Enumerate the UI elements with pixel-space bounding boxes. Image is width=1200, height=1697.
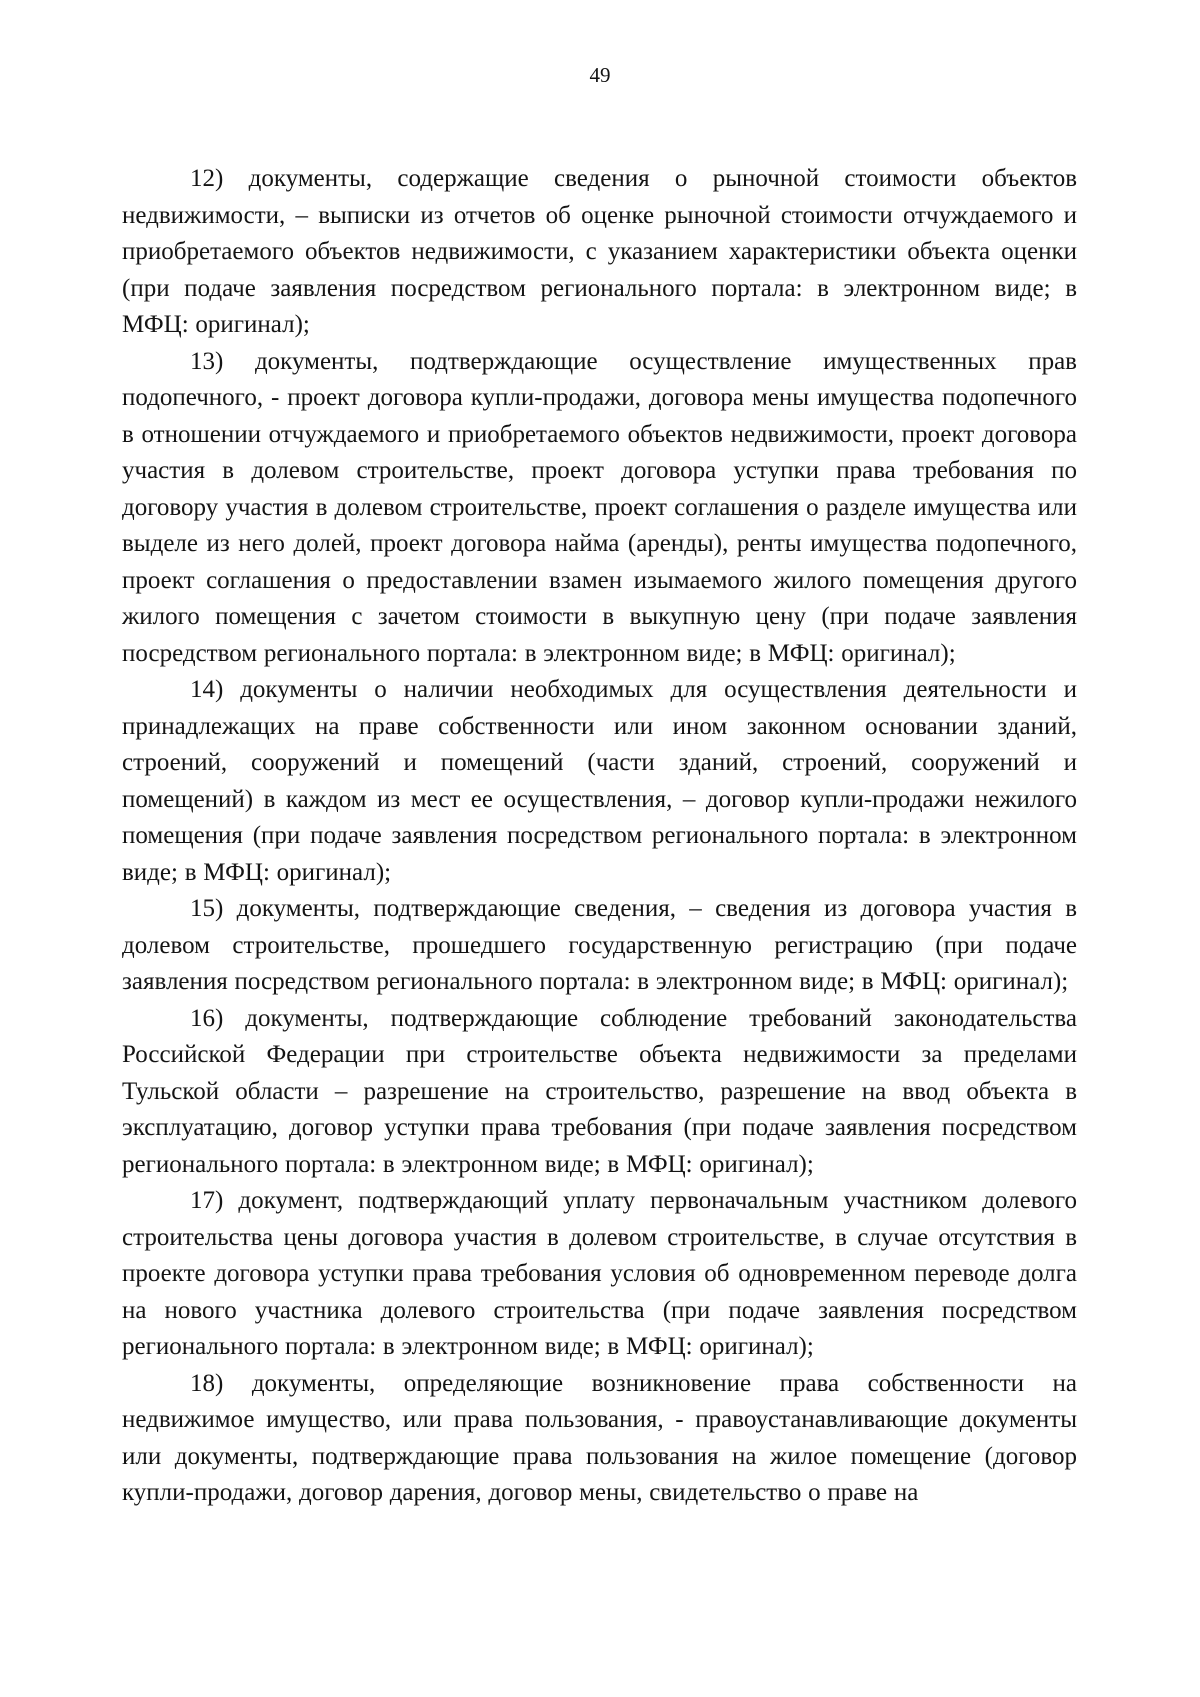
list-item-15: 15) документы, подтверждающие сведения, – сведения из договора участия в долевом строительстве, прошедшего государственную регистрацию (при подаче заявления посредством регионального портала: в электронном виде; в МФЦ: оригинал); (122, 895, 1077, 995)
list-item-16: 16) документы, подтверждающие соблюдение требований законодательства Российской Федерации при строительстве объекта недвижимости за пределами Тульской области – разрешение на строительство, разрешение на ввод объекта в эксплуатацию, договор уступки права требования (при подаче заявления посредством регионального портала: в электронном виде; в МФЦ: оригинал); (122, 1004, 1077, 1178)
page-number: 49 (589, 63, 611, 87)
list-item-14: 14) документы о наличии необходимых для осуществления деятельности и принадлежащих на праве собственности или ином законном основании зданий, строений, сооружений и помещений (части зданий, строений, сооружений и помещений) в каждом из мест ее осуществления, – договор купли-продажи нежилого помещения (при подаче заявления посредством регионального портала: в электронном виде; в МФЦ: оригинал); (122, 676, 1077, 886)
list-item-13: 13) документы, подтверждающие осуществление имущественных прав подопечного, - проект договора купли-продажи, договора мены имущества подопечного в отношении отчуждаемого и приобретаемого объектов недвижимости, проект договора участия в долевом строительстве, проект договора уступки права требования по договору участия в долевом строительстве, проект соглашения о разделе имущества или выделе из него долей, проект договора найма (аренды), ренты имущества подопечного, проект соглашения о предоставлении взамен изымаемого жилого помещения другого жилого помещения с зачетом стоимости в выкупную цену (при подаче заявления посредством регионального портала: в электронном виде; в МФЦ: оригинал); (122, 347, 1077, 667)
list-item-12: 12) документы, содержащие сведения о рыночной стоимости объектов недвижимости, – выписки из отчетов об оценке рыночной стоимости отчуждаемого и приобретаемого объектов недвижимости, с указанием характеристики объекта оценки (при подаче заявления посредством регионального портала: в электронном виде; в МФЦ: оригинал); (122, 165, 1077, 338)
list-item-17: 17) документ, подтверждающий уплату первоначальным участником долевого строительства цены договора участия в долевом строительстве, в случае отсутствия в проекте договора уступки права требования условия об одновременном переводе долга на нового участника долевого строительства (при подаче заявления посредством регионального портала: в электронном виде; в МФЦ: оригинал); (122, 1187, 1077, 1360)
list-item-18: 18) документы, определяющие возникновение права собственности на недвижимое имущество, или права пользования, - правоустанавливающие документы или документы, подтверждающие права пользования на жилое помещение (договор купли-продажи, договор дарения, договор мены, свидетельство о праве на (122, 1369, 1077, 1506)
document-body (122, 161, 1077, 1512)
